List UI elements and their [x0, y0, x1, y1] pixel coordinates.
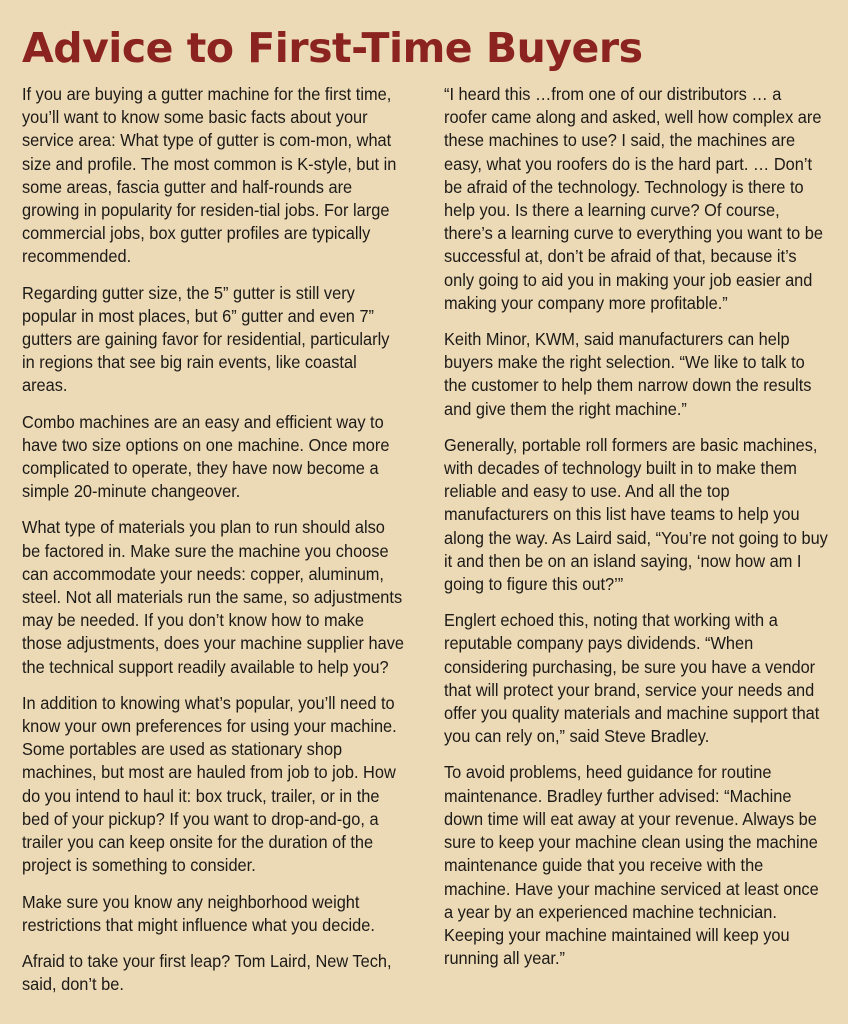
paragraph: Regarding gutter size, the 5” gutter is still very popular in most places, but 6” gutter and even 7” gutters are gaining favor for residential, particularly in regions that see big rain events, like coastal areas.: [22, 282, 390, 396]
paragraph: What type of materials you plan to run should also be factored in. Make sure the machine you choose can accommodate your needs: copper, aluminum, steel. Not all materials run the same, so adjustments may be needed. If you don’t know how to make those adjustments, does your machine supplier have the technical support readily available to help you?: [22, 517, 405, 677]
paragraph: To avoid problems, heed guidance for routine maintenance. Bradley further advised: “Machine down time will eat away at your revenue. Always be sure to keep your machine clean using the machine maintenance guide that you receive with the machine. Have your machine serviced at least once a year by an experienced machine technician. Keeping your machine maintained will keep you running all year.”: [444, 762, 819, 969]
right-column: [444, 83, 828, 983]
paragraph: “I heard this …from one of our distributors … a roofer came along and asked, well how complex are these machines to use? I said, the machines are easy, what you roofers do is the hard part. … Don’t be afraid of the technology. Technology is there to help you. Is there a learning curve? Of course, there’s a learning curve to everything you want to be successful at, don’t be afraid of that, because it’s only going to aid you in making your job easier and making your company more profitable.”: [444, 84, 823, 313]
left-column: [22, 83, 406, 1009]
paragraph: Generally, portable roll formers are basic machines, with decades of technology built in to make them reliable and easy to use. And all the top manufacturers on this list have teams to help you along the way. As Laird said, “You’re not going to buy it and then be on an island saying, ‘now how am I going to figure this out?’”: [444, 434, 828, 595]
paragraph: If you are buying a gutter machine for the first time, you’ll want to know some basic facts about your service area: What type of gutter is com-mon, what size and profile. The most common is K-style, but in some areas, fascia gutter and half-rounds are growing in popularity for residen-tial jobs. For large commercial jobs, box gutter profiles are typically recommended.: [22, 84, 397, 267]
paragraph: Make sure you know any neighborhood weight restrictions that might influence what you decide.: [22, 891, 375, 935]
paragraph: Englert echoed this, noting that working with a reputable company pays dividends. “When considering purchasing, be sure you have a vendor that will protect your brand, service your needs and offer you quality materials and machine support that you can rely on,” said Steve Bradley.: [444, 610, 820, 747]
paragraph: Keith Minor, KWM, said manufacturers can help buyers make the right selection. “We like to talk to the customer to help them narrow down the results and give them the right machine.”: [444, 329, 812, 419]
paragraph: Combo machines are an easy and efficient way to have two size options on one machine. Once more complicated to operate, they have now become a simple 20-minute changeover.: [22, 411, 390, 502]
paragraph: Afraid to take your first leap? Tom Laird, New Tech, said, don’t be.: [22, 950, 392, 995]
article-title: Advice to First-Time Buyers: [22, 24, 643, 72]
paragraph: In addition to knowing what’s popular, you’ll need to know your own preferences for using your machine. Some portables are used as stationary shop machines, but most are hauled from job to job. How do you intend to haul it: box truck, trailer, or in the bed of your pickup? If you want to drop-and-go, a trailer you can keep onsite for the duration of the project is something to consider.: [22, 692, 397, 876]
